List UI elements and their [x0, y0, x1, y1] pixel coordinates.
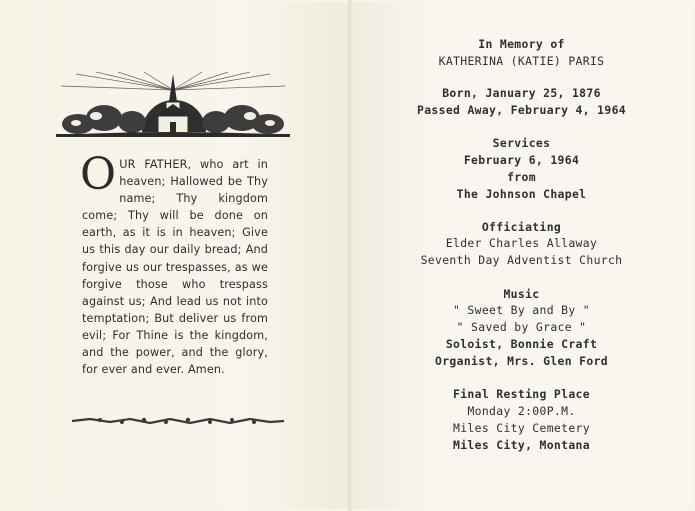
music-song-1: " Sweet By and By " — [453, 303, 590, 317]
services-from: from — [507, 170, 536, 184]
officiating-name: Elder Charles Allaway — [445, 236, 598, 250]
birth-date: Born, January 25, 1876 — [442, 86, 601, 100]
final-resting-time: Monday 2:00P.M. — [467, 404, 576, 418]
services-date: February 6, 1964 — [463, 153, 580, 167]
final-resting-city: Miles City, Montana — [453, 438, 590, 452]
officiating-heading: Officiating — [481, 220, 562, 234]
ornamental-border — [70, 414, 286, 428]
music-organist: Organist, Mrs. Glen Ford — [435, 354, 608, 368]
in-memory-of: In Memory of — [478, 37, 565, 51]
lords-prayer — [80, 149, 268, 378]
music-soloist: Soloist, Bonnie Craft — [445, 337, 598, 351]
final-resting-cemetery: Miles City Cemetery — [453, 421, 590, 435]
services-heading: Services — [492, 136, 551, 150]
services-place: The Johnson Chapel — [456, 187, 587, 201]
music-song-2: " Saved by Grace " — [456, 320, 587, 334]
officiating-church: Seventh Day Adventist Church — [420, 253, 623, 267]
prayer-text: UR FATHER, who art in heaven; Hallowed be Thy name; Thy kingdom come; Thy will be done on earth, as it is in heaven; Give us this day our daily bread; And forgive us our trespasses, as we forgive those who trespass against us; And lead us not into temptation; But deliver us from evil; For Thine is the kingdom, and the power, and the glory, for ever and ever. Amen. — [82, 158, 268, 377]
prayer-dropcap: O — [80, 149, 117, 200]
church-illustration — [56, 72, 290, 158]
death-date: Passed Away, February 4, 1964 — [416, 103, 627, 117]
music-heading: Music — [503, 287, 540, 301]
deceased-name: KATHERINA (KATIE) PARIS — [438, 54, 605, 68]
final-resting-heading: Final Resting Place — [453, 387, 590, 401]
